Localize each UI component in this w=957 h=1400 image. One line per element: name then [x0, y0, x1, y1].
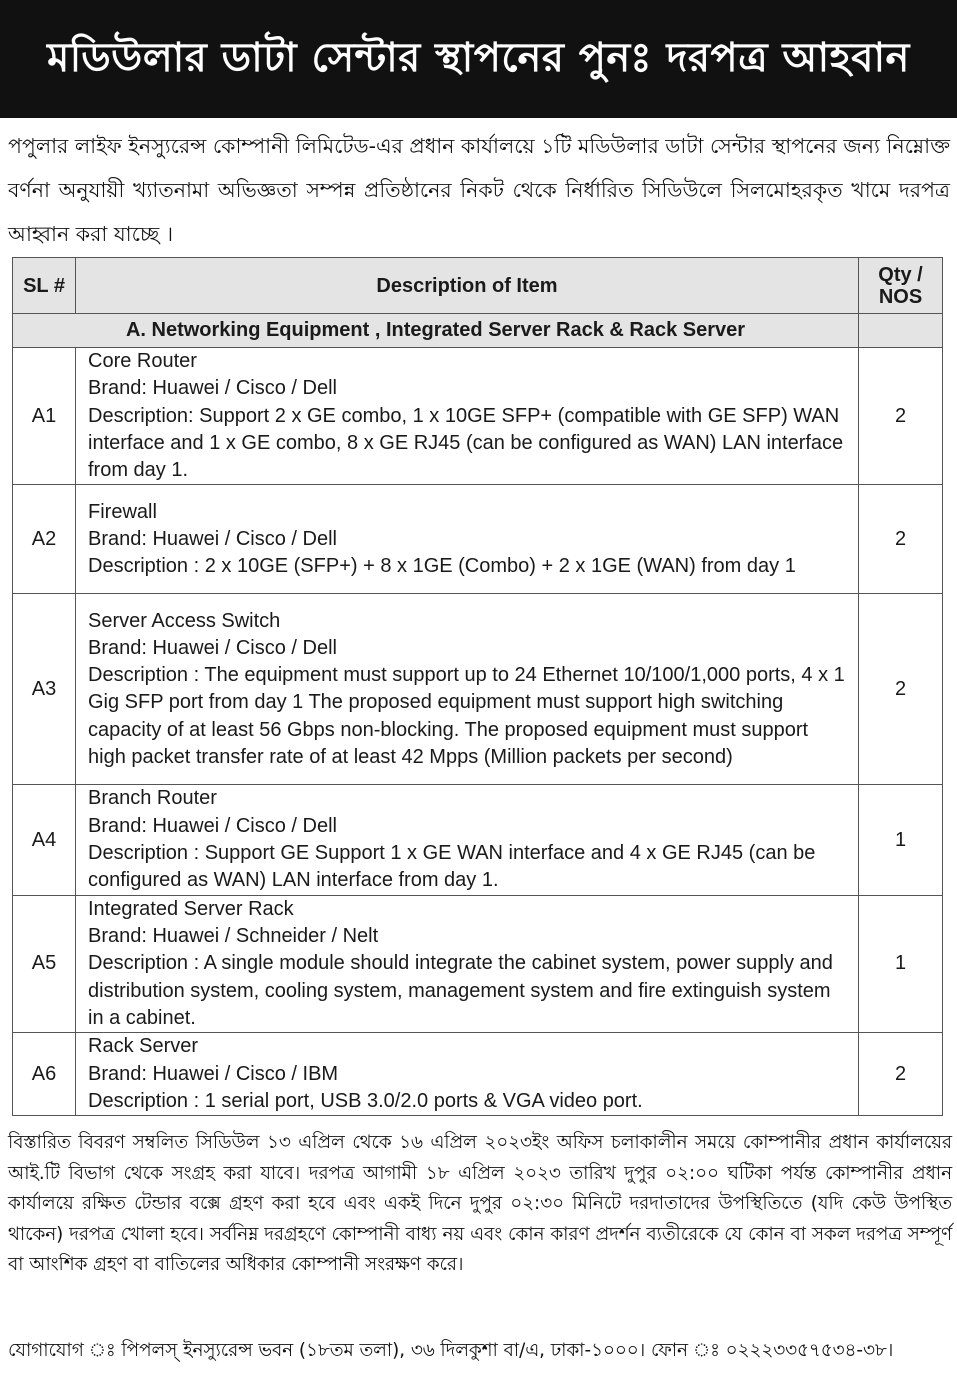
item-brand: Brand: Huawei / Cisco / IBM: [88, 1062, 339, 1085]
table-row: [13, 785, 943, 895]
item-qty: 1: [859, 895, 943, 1032]
item-sl: A4: [13, 785, 76, 895]
item-name: Rack Server: [88, 1035, 199, 1058]
table-row: [13, 594, 943, 785]
header-sl: SL #: [13, 258, 76, 314]
notice-header: [0, 0, 957, 118]
item-qty: 2: [859, 348, 943, 485]
table-header-row: [13, 258, 943, 314]
item-description-cell: [76, 785, 859, 895]
item-name: Firewall: [88, 500, 157, 523]
item-description: Description : A single module should integrate the cabinet system, power supply and distribution system, cooling system, management system and fire extinguish system in a cabinet.: [88, 952, 833, 1029]
item-brand: Brand: Huawei / Cisco / Dell: [88, 636, 337, 659]
item-qty: 2: [859, 594, 943, 785]
item-description: Description : 1 serial port, USB 3.0/2.0 ports & VGA video port.: [88, 1089, 643, 1112]
item-description: Description : 2 x 10GE (SFP+) + 8 x 1GE (Combo) + 2 x 1GE (WAN) from day 1: [88, 555, 796, 578]
item-description-cell: [76, 895, 859, 1032]
item-name: Server Access Switch: [88, 609, 281, 632]
section-qty-cell: [859, 314, 943, 348]
schedule-paragraph: বিস্তারিত বিবরণ সম্বলিত সিডিউল ১৩ এপ্রিল থেকে ১৬ এপ্রিল ২০২৩ইং অফিস চলাকালীন সময়ে কোম্পানীর প্রধান কার্যালয়ের আই.টি বিভাগ থেকে সংগ্রহ করা যাবে। দরপত্র আগামী ১৮ এপ্রিল ২০২৩ তারিখ দুপুর ০২:০০ ঘটিকা পর্যন্ত কোম্পানীর প্রধান কার্যালয়ে রক্ষিত টেন্ডার বক্সে গ্রহণ করা হবে এবং একই দিনে দুপুর ০২:৩০ মিনিটে দরদাতাদের উপস্থিতিতে (যদি কেউ উপস্থিত থাকেন) দরপত্র খোলা হবে। সর্বনিম্ন দরগ্রহণে কোম্পানী বাধ্য নয় এবং কোন কারণ প্রদর্শন ব্যতীরেকে যে কোন বা সকল দরপত্র সম্পূর্ণ বা আংশিক গ্রহণ বা বাতিলের অধিকার কোম্পানী সংরক্ষণ করে।: [8, 1132, 952, 1275]
item-brand: Brand: Huawei / Cisco / Dell: [88, 814, 337, 837]
item-name: Integrated Server Rack: [88, 897, 294, 920]
item-description-cell: [76, 485, 859, 594]
item-brand: Brand: Huawei / Cisco / Dell: [88, 527, 337, 550]
item-sl: A6: [13, 1033, 76, 1116]
items-table: [12, 257, 943, 1116]
item-qty: 2: [859, 485, 943, 594]
item-qty: 2: [859, 1033, 943, 1116]
item-brand: Brand: Huawei / Cisco / Dell: [88, 377, 337, 400]
item-qty: 1: [859, 785, 943, 895]
item-sl: A2: [13, 485, 76, 594]
item-sl: A3: [13, 594, 76, 785]
table-row: [13, 895, 943, 1032]
item-sl: A1: [13, 348, 76, 485]
item-description-cell: [76, 594, 859, 785]
table-row: [13, 485, 943, 594]
table-row: [13, 1033, 943, 1116]
item-name: Core Router: [88, 350, 197, 372]
header-qty: Qty / NOS: [859, 258, 943, 314]
item-name: Branch Router: [88, 787, 217, 810]
contact-line: যোগাযোগ ঃ পিপলস্ ইনস্যুরেন্স ভবন (১৮তম তলা), ৩৬ দিলকুশা বা/এ, ঢাকা-১০০০। ফোন ঃ ০২২২৩৩৫৭৫৩৪-৩৮।: [8, 1340, 894, 1361]
item-sl: A5: [13, 895, 76, 1032]
item-description: Description: Support 2 x GE combo, 1 x 10GE SFP+ (compatible with GE SFP) WAN interface and 1 x GE combo, 8 x GE RJ45 (can be configured as WAN) LAN interface from day 1.: [88, 404, 844, 482]
item-description: Description : Support GE Support 1 x GE WAN interface and 4 x GE RJ45 (can be configured as WAN) LAN interface from day 1.: [88, 842, 816, 892]
header-description: Description of Item: [76, 258, 859, 314]
notice-title: মডিউলার ডাটা সেন্টার স্থাপনের পুনঃ দরপত্র আহবান: [47, 34, 910, 81]
item-brand: Brand: Huawei / Schneider / Nelt: [88, 924, 379, 947]
item-description: Description : The equipment must support up to 24 Ethernet 10/100/1,000 ports, 4 x 1 Gig SFP port from day 1 The proposed equipment must support high switching capacity of at least 56 Gbps non-blocking. The proposed equipment must support high packet transfer rate of at least 42 Mpps (Million packets per second): [88, 664, 845, 769]
section-title: A. Networking Equipment , Integrated Server Rack & Rack Server: [13, 314, 859, 348]
item-description-cell: [76, 348, 859, 485]
table-row: [13, 348, 943, 485]
section-row: [13, 314, 943, 348]
intro-paragraph: পপুলার লাইফ ইনস্যুরেন্স কোম্পানী লিমিটেড-এর প্রধান কার্যালয়ে ১টি মডিউলার ডাটা সেন্টার স্থাপনের জন্য নিম্নোক্ত বর্ণনা অনুযায়ী খ্যাতনামা অভিজ্ঞতা সম্পন্ন প্রতিষ্ঠানের নিকট থেকে নির্ধারিত সিডিউলে সিলমোহরকৃত খামে দরপত্র আহ্বান করা যাচ্ছে ।: [8, 134, 950, 246]
item-description-cell: [76, 1033, 859, 1116]
